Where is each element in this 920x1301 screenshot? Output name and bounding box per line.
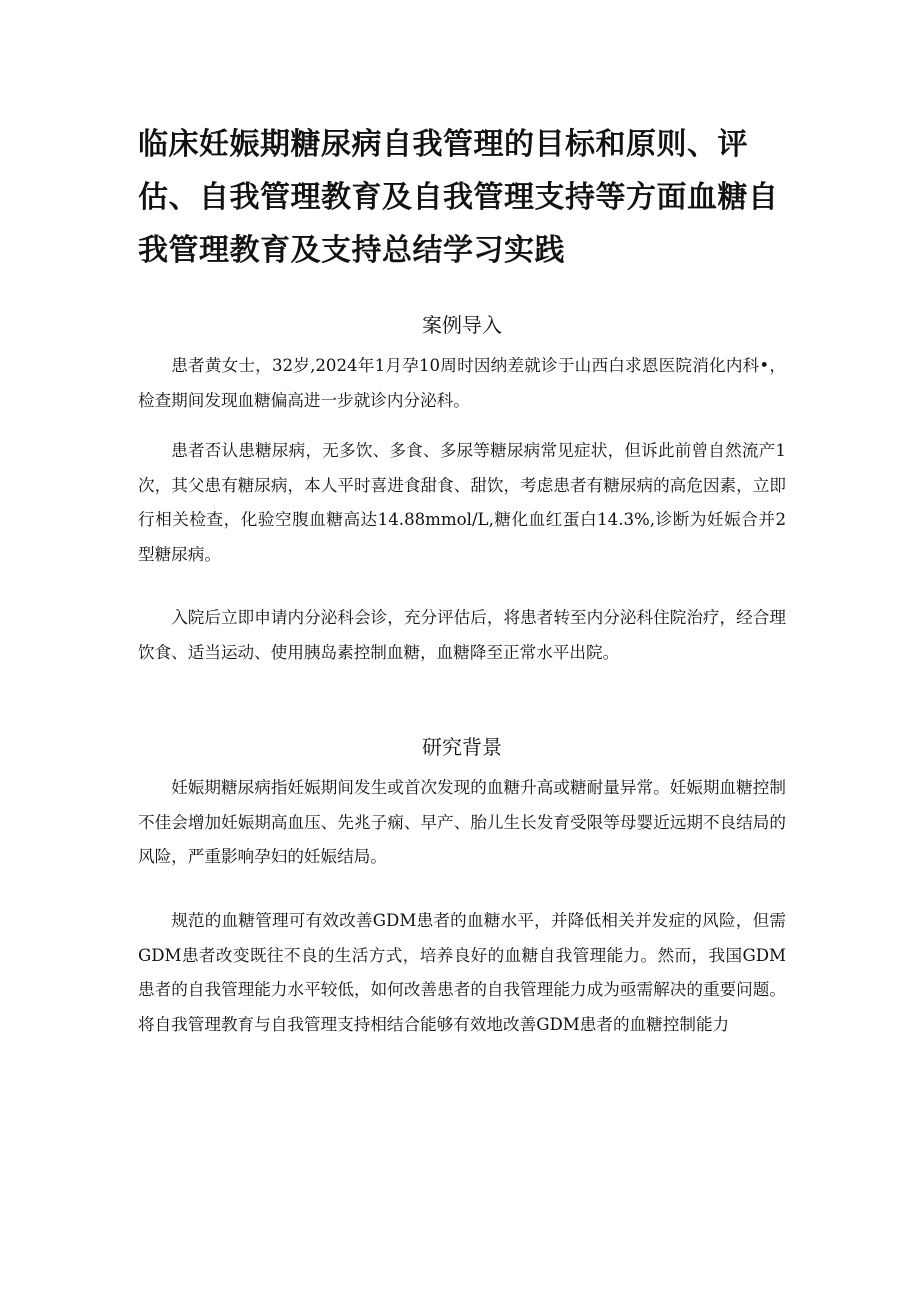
section-heading-case-intro: 案例导入 [422, 313, 502, 337]
background-paragraph-1: 妊娠期糖尿病指妊娠期间发生或首次发现的血糖升高或糖耐量异常。妊娠期血糖控制不佳会增加妊娠期高血压、先兆子痫、早产、胎儿生长发育受限等母婴近远期不良结局的风险，严重影响孕妇的妊娠结局。 [138, 778, 786, 866]
document-title: 临床妊娠期糖尿病自我管理的目标和原则、评估、自我管理教育及自我管理支持等方面血糖自我管理教育及支持总结学习实践 [138, 127, 779, 268]
case-paragraph-2: 患者否认患糖尿病，无多饮、多食、多尿等糖尿病常见症状，但诉此前曾自然流产1次，其父患有糖尿病，本人平时喜进食甜食、甜饮，考虑患者有糖尿病的高危因素，立即行相关检查，化验空腹血糖高达14.88mmol/L,糖化血红蛋白14.3%,诊断为妊娠合并2型糖尿病。 [138, 441, 786, 564]
case-paragraph-1: 患者黄女士，32岁,2024年1月孕10周时因纳差就诊于山西白求恩医院消化内科•，检查期间发现血糖偏高进一步就诊内分泌科。 [138, 356, 786, 410]
background-paragraph-2: 规范的血糖管理可有效改善GDM患者的血糖水平，并降低相关并发症的风险，但需GDM患者改变既往不良的生活方式，培养良好的血糖自我管理能力。然而，我国GDM患者的自我管理能力水平较低，如何改善患者的自我管理能力成为亟需解决的重要问题。将自我管理教育与自我管理支持相结合能够有效地改善GDM患者的血糖控制能力 [138, 911, 786, 1034]
section-heading-research-background: 研究背景 [422, 735, 502, 759]
case-paragraph-3: 入院后立即申请内分泌科会诊，充分评估后，将患者转至内分泌科住院治疗，经合理饮食、适当运动、使用胰岛素控制血糖，血糖降至正常水平出院。 [138, 608, 786, 662]
